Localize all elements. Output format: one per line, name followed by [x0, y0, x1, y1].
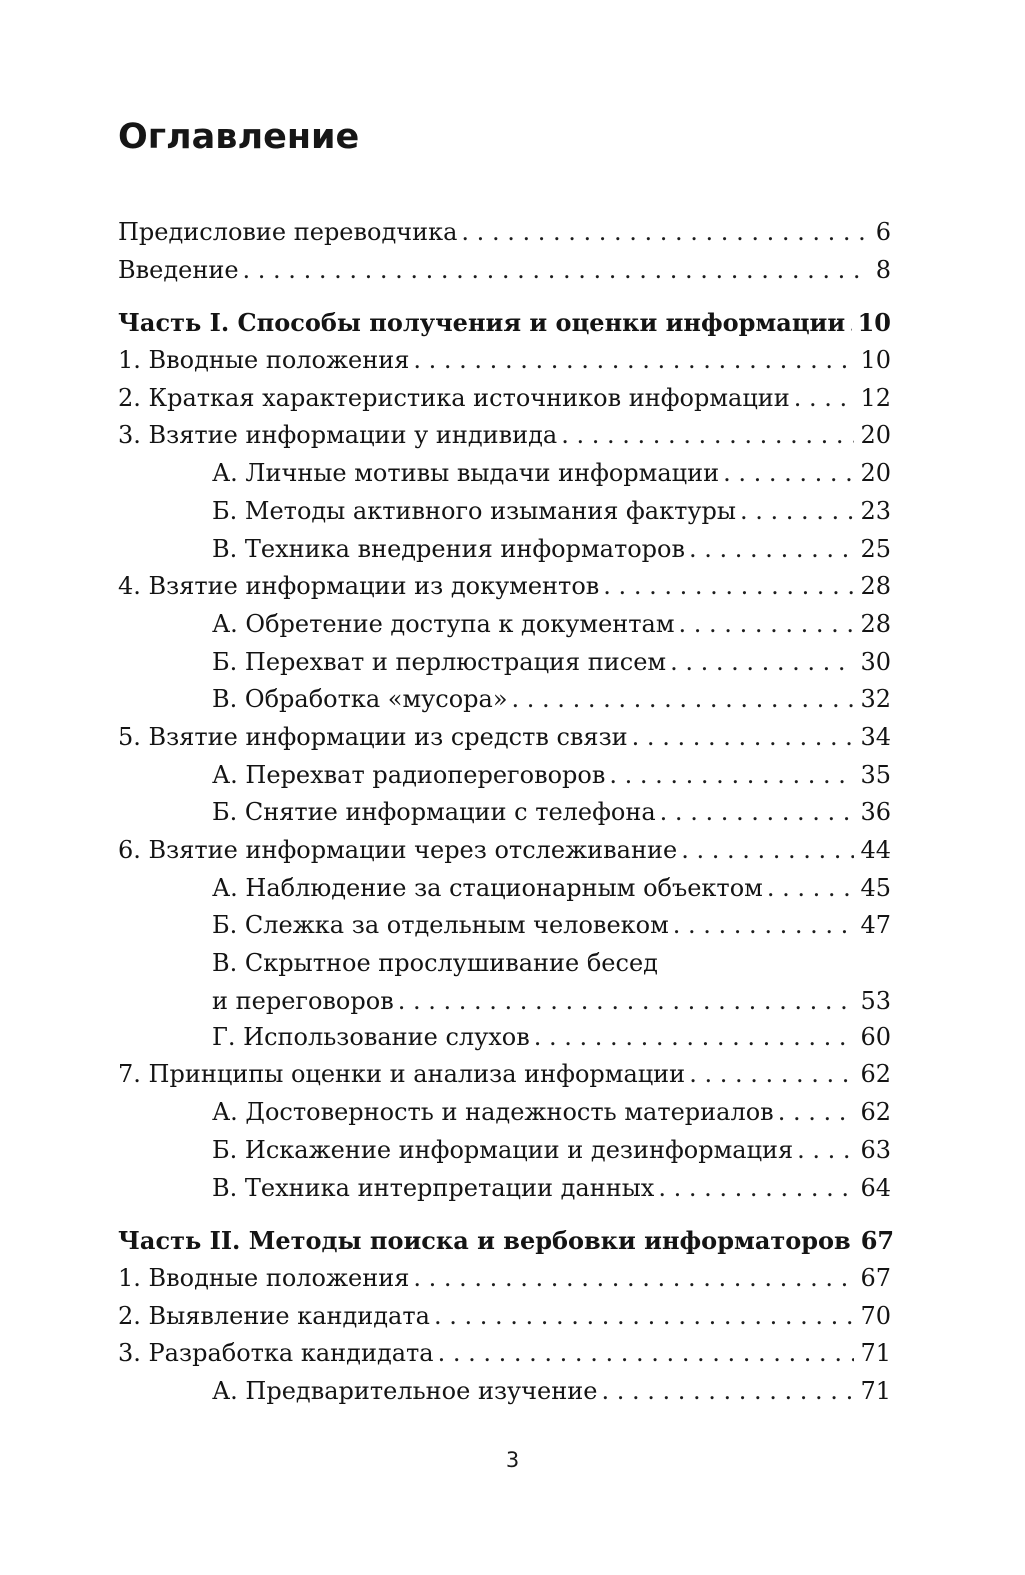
toc-entry-label: 1. Вводные положения — [118, 346, 410, 375]
page-title: Оглавление — [118, 117, 360, 157]
toc-page-number: 63 — [860, 1135, 891, 1164]
toc-entry[interactable] — [118, 832, 891, 870]
dot-leader — [679, 606, 855, 644]
toc-page-number: 64 — [860, 1173, 891, 1202]
toc-page-number: 30 — [860, 647, 891, 676]
toc-entry-label: Часть II. Методы поиска и вербовки информаторов — [118, 1226, 851, 1256]
toc-page-number: 34 — [860, 722, 891, 751]
dot-leader — [603, 568, 854, 606]
toc-page-number: 70 — [860, 1301, 891, 1330]
toc-page-number: 60 — [860, 1022, 891, 1051]
dot-leader — [561, 417, 854, 455]
page-number-footer: 3 — [505, 1448, 520, 1472]
toc-page-number: 35 — [860, 760, 891, 789]
toc-entry-label: и переговоров — [212, 986, 394, 1015]
dot-leader — [398, 983, 855, 1019]
dot-leader — [438, 1335, 855, 1373]
toc-page-number: 71 — [860, 1376, 891, 1405]
toc-page-number: 45 — [860, 873, 891, 902]
toc-subentry[interactable] — [118, 455, 891, 493]
toc-page-number: 67 — [860, 1263, 891, 1292]
dot-leader — [434, 1298, 855, 1336]
toc-page-number: 12 — [860, 383, 891, 412]
toc-page-number: 28 — [860, 609, 891, 638]
toc-subentry[interactable] — [118, 681, 891, 719]
dot-leader — [534, 1019, 855, 1057]
dot-leader — [767, 870, 855, 908]
toc-subentry[interactable] — [118, 794, 891, 832]
toc-page-number: 28 — [860, 572, 891, 601]
dot-leader — [689, 531, 854, 569]
toc-entry[interactable] — [118, 719, 891, 757]
dot-leader — [689, 1056, 854, 1094]
toc-subentry[interactable] — [118, 606, 891, 644]
dot-leader — [797, 1132, 854, 1170]
dot-leader — [609, 757, 854, 795]
toc-entry[interactable] — [118, 380, 891, 418]
toc-entry-label: Б. Снятие информации с телефона — [212, 798, 656, 827]
toc-entry-label: 1. Вводные положения — [118, 1263, 410, 1292]
toc-entry-label: 7. Принципы оценки и анализа информации — [118, 1060, 686, 1089]
dot-leader — [660, 794, 855, 832]
toc-subentry[interactable] — [118, 1094, 891, 1132]
toc-page-number: 44 — [860, 836, 891, 864]
toc-subentry-first-line[interactable] — [118, 945, 891, 983]
toc-entry-label: Б. Методы активного изымания фактуры — [212, 496, 736, 525]
toc-entry[interactable] — [118, 1260, 891, 1298]
toc-entry-label: 4. Взятие информации из документов — [118, 572, 600, 601]
dot-leader — [632, 719, 855, 757]
toc-page-number: 10 — [860, 346, 891, 375]
toc-entry-label: А. Перехват радиопереговоров — [212, 760, 606, 789]
toc-entry-label: В. Техника интерпретации данных — [212, 1173, 655, 1202]
dot-leader — [740, 493, 854, 531]
table-of-contents — [118, 214, 895, 1411]
toc-page-number: 67 — [860, 1226, 895, 1256]
toc-subentry[interactable] — [118, 531, 891, 569]
toc-entry[interactable] — [118, 1298, 891, 1336]
toc-subentry[interactable] — [118, 644, 891, 682]
toc-subentry-continuation[interactable] — [118, 983, 891, 1019]
dot-leader — [681, 832, 854, 870]
toc-page-number: 23 — [860, 496, 891, 525]
dot-leader — [778, 1094, 855, 1132]
toc-entry-label: Часть I. Способы получения и оценки информации — [118, 308, 846, 338]
toc-entry-label: Б. Слежка за отдельным человеком — [212, 911, 669, 940]
toc-page-number: 25 — [860, 534, 891, 563]
dot-leader — [413, 1260, 854, 1298]
dot-leader — [670, 644, 854, 682]
toc-entry-label: А. Наблюдение за стационарным объектом — [212, 873, 763, 902]
dot-leader — [673, 907, 855, 945]
toc-entry-label: А. Личные мотивы выдачи информации — [212, 459, 720, 488]
toc-subentry[interactable] — [118, 1132, 891, 1170]
toc-entry-label: Г. Использование слухов — [212, 1022, 530, 1051]
dot-leader — [601, 1373, 854, 1411]
dot-leader — [413, 342, 854, 380]
toc-subentry[interactable] — [118, 870, 891, 908]
toc-page-number: 20 — [860, 459, 891, 488]
toc-part-heading[interactable] — [118, 1222, 895, 1260]
toc-subentry[interactable] — [118, 1019, 891, 1057]
toc-entry[interactable] — [118, 342, 891, 380]
dot-leader — [512, 681, 855, 719]
toc-page-number: 6 — [875, 218, 891, 246]
toc-entry-label: В. Техника внедрения информаторов — [212, 534, 686, 563]
toc-entry[interactable] — [118, 417, 891, 455]
toc-entry[interactable] — [118, 1335, 891, 1373]
toc-entry-label: А. Обретение доступа к документам — [212, 609, 675, 638]
toc-entry-label: Введение — [118, 255, 239, 284]
toc-subentry[interactable] — [118, 757, 891, 795]
toc-part-heading[interactable] — [118, 304, 891, 342]
toc-entry-label: А. Достоверность и надежность материалов — [212, 1098, 774, 1127]
toc-entry[interactable] — [118, 214, 891, 252]
toc-entry[interactable] — [118, 568, 891, 606]
toc-entry-label: Б. Искажение информации и дезинформация — [212, 1135, 794, 1164]
toc-page-number: 62 — [860, 1098, 891, 1127]
toc-entry-label: Б. Перехват и перлюстрация писем — [212, 647, 667, 676]
toc-entry[interactable] — [118, 1056, 891, 1094]
toc-page-number: 47 — [860, 911, 891, 940]
toc-page-number: 32 — [860, 685, 891, 714]
toc-entry-label: А. Предварительное изучение — [212, 1376, 598, 1405]
toc-entry-label: 5. Взятие информации из средств связи — [118, 722, 628, 751]
dot-leader — [461, 214, 869, 252]
toc-entry-label: 2. Краткая характеристика источников информации — [118, 383, 790, 412]
toc-subentry[interactable] — [118, 1373, 891, 1411]
dot-leader — [243, 252, 870, 290]
toc-page-number: 62 — [860, 1060, 891, 1089]
toc-entry-label: Предисловие переводчика — [118, 218, 458, 246]
dot-leader — [723, 455, 854, 493]
toc-subentry[interactable] — [118, 1170, 891, 1208]
toc-subentry[interactable] — [118, 493, 891, 531]
dot-leader — [658, 1170, 854, 1208]
toc-entry-label: В. Обработка «мусора» — [212, 685, 508, 714]
toc-page-number: 36 — [860, 798, 891, 827]
toc-entry-label: 3. Разработка кандидата — [118, 1339, 434, 1368]
toc-entry[interactable] — [118, 252, 891, 290]
toc-page-number: 71 — [860, 1339, 891, 1368]
dot-leader — [794, 380, 855, 418]
toc-entry-label: 6. Взятие информации через отслеживание — [118, 836, 678, 864]
toc-page-number: 53 — [860, 986, 891, 1015]
toc-page-number: 10 — [857, 308, 891, 338]
toc-entry-label: 2. Выявление кандидата — [118, 1301, 430, 1330]
toc-entry-label: В. Скрытное прослушивание бесед — [212, 949, 658, 978]
toc-entry-label: 3. Взятие информации у индивида — [118, 421, 558, 450]
toc-subentry[interactable] — [118, 907, 891, 945]
toc-page-number: 20 — [860, 421, 891, 450]
toc-page-number: 8 — [875, 255, 891, 284]
